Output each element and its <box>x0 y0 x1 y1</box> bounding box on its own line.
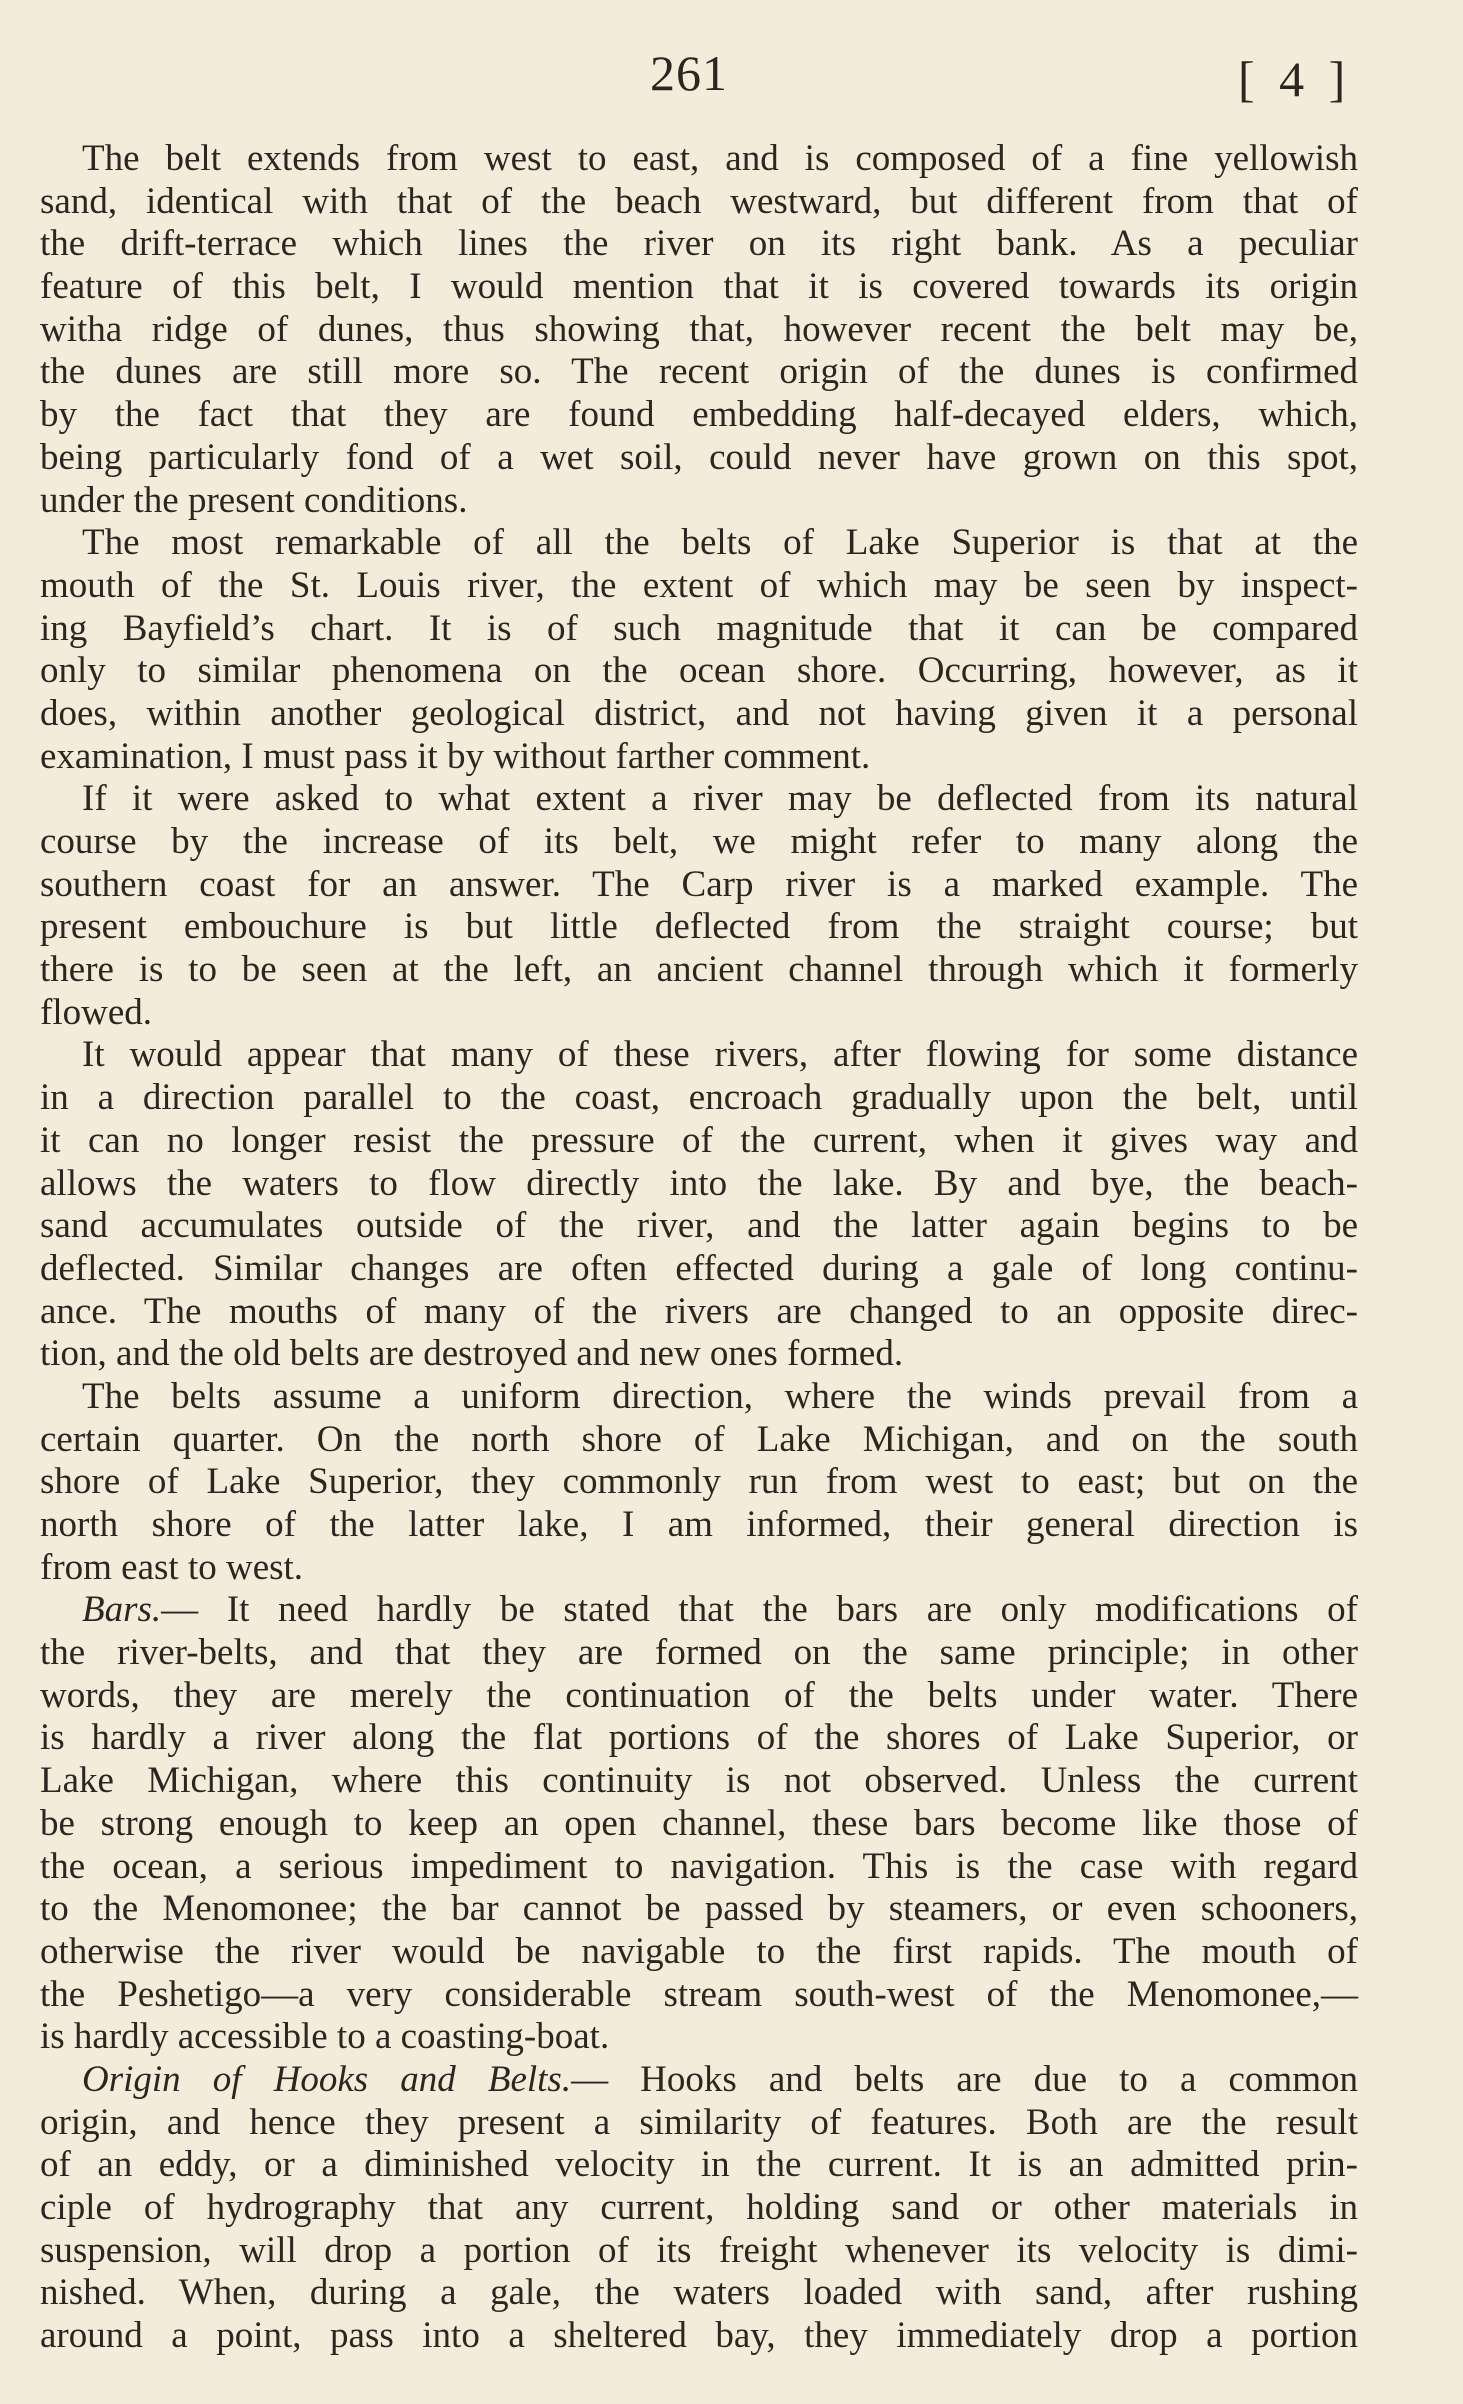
line-text: words, they are merely the continuation of the belts under water. There <box>40 1674 1358 1716</box>
text-line <box>40 1077 1358 1120</box>
line-text: tion, and the old belts are destroyed and new ones formed. <box>40 1333 904 1375</box>
line-text: there is to be seen at the left, an ancient channel through which it formerly <box>40 949 1358 991</box>
line-text: the dunes are still more so. The recent origin of the dunes is confirmed <box>40 351 1358 393</box>
text-line <box>40 1504 1358 1547</box>
page-header <box>0 44 1463 114</box>
text-line <box>40 437 1358 480</box>
page-number: 261 <box>650 45 728 101</box>
text-line <box>40 821 1358 864</box>
line-text: mouth of the St. Louis river, the extent of which may be seen by inspect- <box>40 564 1358 606</box>
line-text: If it were asked to what extent a river may be deflected from its natural <box>82 778 1358 820</box>
line-text: It would appear that many of these rivers, after flowing for some distance <box>82 1034 1358 1076</box>
text-line <box>40 1547 1358 1590</box>
text-line <box>40 266 1358 309</box>
text-line <box>40 309 1358 352</box>
line-text: sand, identical with that of the beach westward, but different from that of <box>40 180 1358 222</box>
line-text: to the Menomonee; the bar cannot be passed by steamers, or even schooners, <box>40 1888 1358 1930</box>
text-line <box>40 1291 1358 1334</box>
line-text: ance. The mouths of many of the rivers are changed to an opposite direc- <box>40 1290 1358 1332</box>
line-text: sand accumulates outside of the river, and the latter again begins to be <box>40 1205 1358 1247</box>
line-text: is hardly accessible to a coasting-boat. <box>40 2016 610 2058</box>
text-line <box>40 1376 1358 1419</box>
text-line <box>40 693 1358 736</box>
text-line <box>40 608 1358 651</box>
section-heading: Bars. <box>82 1589 162 1631</box>
text-line <box>40 778 1358 821</box>
text-line <box>40 1760 1358 1803</box>
body-text <box>40 138 1358 2358</box>
text-line <box>40 1120 1358 1163</box>
text-line <box>40 949 1358 992</box>
line-text: be strong enough to keep an open channel, these bars become like those of <box>40 1802 1358 1844</box>
text-line <box>40 1034 1358 1077</box>
text-line <box>40 351 1358 394</box>
text-line <box>40 1419 1358 1462</box>
line-text: of an eddy, or a diminished velocity in the current. It is an admitted prin- <box>40 2144 1358 2186</box>
line-text: being particularly fond of a wet soil, could never have grown on this spot, <box>40 436 1358 478</box>
line-text: from east to west. <box>40 1546 304 1588</box>
line-text: The belt extends from west to east, and is composed of a fine yellowish <box>82 138 1358 179</box>
line-text: deflected. Similar changes are often effected during a gale of long continu- <box>40 1247 1358 1289</box>
line-text: the Peshetigo—a very considerable stream south-west of the Menomonee,— <box>40 1973 1358 2015</box>
text-line <box>40 1717 1358 1760</box>
text-line <box>40 736 1358 779</box>
text-line <box>40 2187 1358 2230</box>
line-text: feature of this belt, I would mention that it is covered towards its origin <box>40 266 1358 308</box>
line-text: Lake Michigan, where this continuity is not observed. Unless the current <box>40 1760 1358 1802</box>
line-text: The most remarkable of all the belts of Lake Superior is that at the <box>82 522 1358 564</box>
text-line <box>40 2144 1358 2187</box>
text-line <box>40 1461 1358 1504</box>
line-text: ing Bayfield’s chart. It is of such magnitude that it can be compared <box>40 607 1358 649</box>
text-line <box>40 1803 1358 1846</box>
line-text: certain quarter. On the north shore of Lake Michigan, and on the south <box>40 1418 1358 1460</box>
line-text: by the fact that they are found embedding half-decayed elders, which, <box>40 394 1358 436</box>
line-text: it can no longer resist the pressure of the current, when it gives way and <box>40 1119 1358 1161</box>
line-text: witha ridge of dunes, thus showing that, however recent the belt may be, <box>40 308 1358 350</box>
text-line <box>40 565 1358 608</box>
text-line <box>40 480 1358 523</box>
text-line <box>40 2016 1358 2059</box>
line-text: the ocean, a serious impediment to navigation. This is the case with regard <box>40 1845 1358 1887</box>
line-text: nished. When, during a gale, the waters loaded with sand, after rushing <box>40 2272 1358 2314</box>
text-line <box>40 906 1358 949</box>
text-line <box>40 1632 1358 1675</box>
line-text: — Hooks and belts are due to a common <box>571 2058 1358 2100</box>
document-number: [ 4 ] <box>1238 51 1352 107</box>
line-text: southern coast for an answer. The Carp river is a marked example. The <box>40 863 1358 905</box>
line-text: the drift-terrace which lines the river on its right bank. As a peculiar <box>40 223 1358 265</box>
line-text: only to similar phenomena on the ocean shore. Occurring, however, as it <box>40 650 1358 692</box>
line-text: flowed. <box>40 991 152 1033</box>
line-text: shore of Lake Superior, they commonly run from west to east; but on the <box>40 1461 1358 1503</box>
text-line <box>40 1248 1358 1291</box>
line-text: present embouchure is but little deflected from the straight course; but <box>40 906 1358 948</box>
text-line <box>40 1675 1358 1718</box>
line-text: — It need hardly be stated that the bars are only modifications of <box>161 1589 1358 1631</box>
line-text: the river-belts, and that they are formed on the same principle; in other <box>40 1632 1358 1674</box>
text-line <box>40 650 1358 693</box>
text-line <box>40 992 1358 1035</box>
text-line <box>40 1205 1358 1248</box>
line-text: suspension, will drop a portion of its freight whenever its velocity is dimi- <box>40 2229 1358 2271</box>
line-text: around a point, pass into a sheltered bay, they immediately drop a portion <box>40 2315 1358 2357</box>
text-line <box>40 138 1358 181</box>
text-line <box>40 1333 1358 1376</box>
section-heading: Origin of Hooks and Belts. <box>82 2058 572 2100</box>
line-text: ciple of hydrography that any current, holding sand or other materials in <box>40 2187 1358 2228</box>
text-line <box>40 223 1358 266</box>
text-line <box>40 2272 1358 2315</box>
line-text: allows the waters to flow directly into the lake. By and bye, the beach- <box>40 1162 1358 1204</box>
text-line <box>40 2315 1358 2358</box>
text-line <box>40 394 1358 437</box>
line-text: otherwise the river would be navigable to the first rapids. The mouth of <box>40 1930 1358 1972</box>
text-line <box>40 2102 1358 2145</box>
text-line <box>40 1888 1358 1931</box>
text-line <box>40 864 1358 907</box>
line-text: does, within another geological district, and not having given it a personal <box>40 692 1358 734</box>
line-text: in a direction parallel to the coast, encroach gradually upon the belt, until <box>40 1077 1358 1119</box>
text-line <box>40 1846 1358 1889</box>
line-text: north shore of the latter lake, I am informed, their general direction is <box>40 1504 1358 1545</box>
line-text: course by the increase of its belt, we might refer to many along the <box>40 821 1358 862</box>
text-line <box>40 1163 1358 1206</box>
text-line <box>40 1974 1358 2017</box>
line-text: under the present conditions. <box>40 479 468 521</box>
text-line <box>40 2059 1358 2102</box>
text-line <box>40 1589 1358 1632</box>
text-line <box>40 181 1358 224</box>
text-line <box>40 2230 1358 2273</box>
text-line <box>40 1931 1358 1974</box>
line-text: examination, I must pass it by without farther comment. <box>40 735 871 777</box>
line-text: is hardly a river along the flat portions of the shores of Lake Superior, or <box>40 1717 1358 1759</box>
text-line <box>40 522 1358 565</box>
line-text: origin, and hence they present a similarity of features. Both are the result <box>40 2101 1358 2143</box>
line-text: The belts assume a uniform direction, where the winds prevail from a <box>82 1375 1358 1417</box>
